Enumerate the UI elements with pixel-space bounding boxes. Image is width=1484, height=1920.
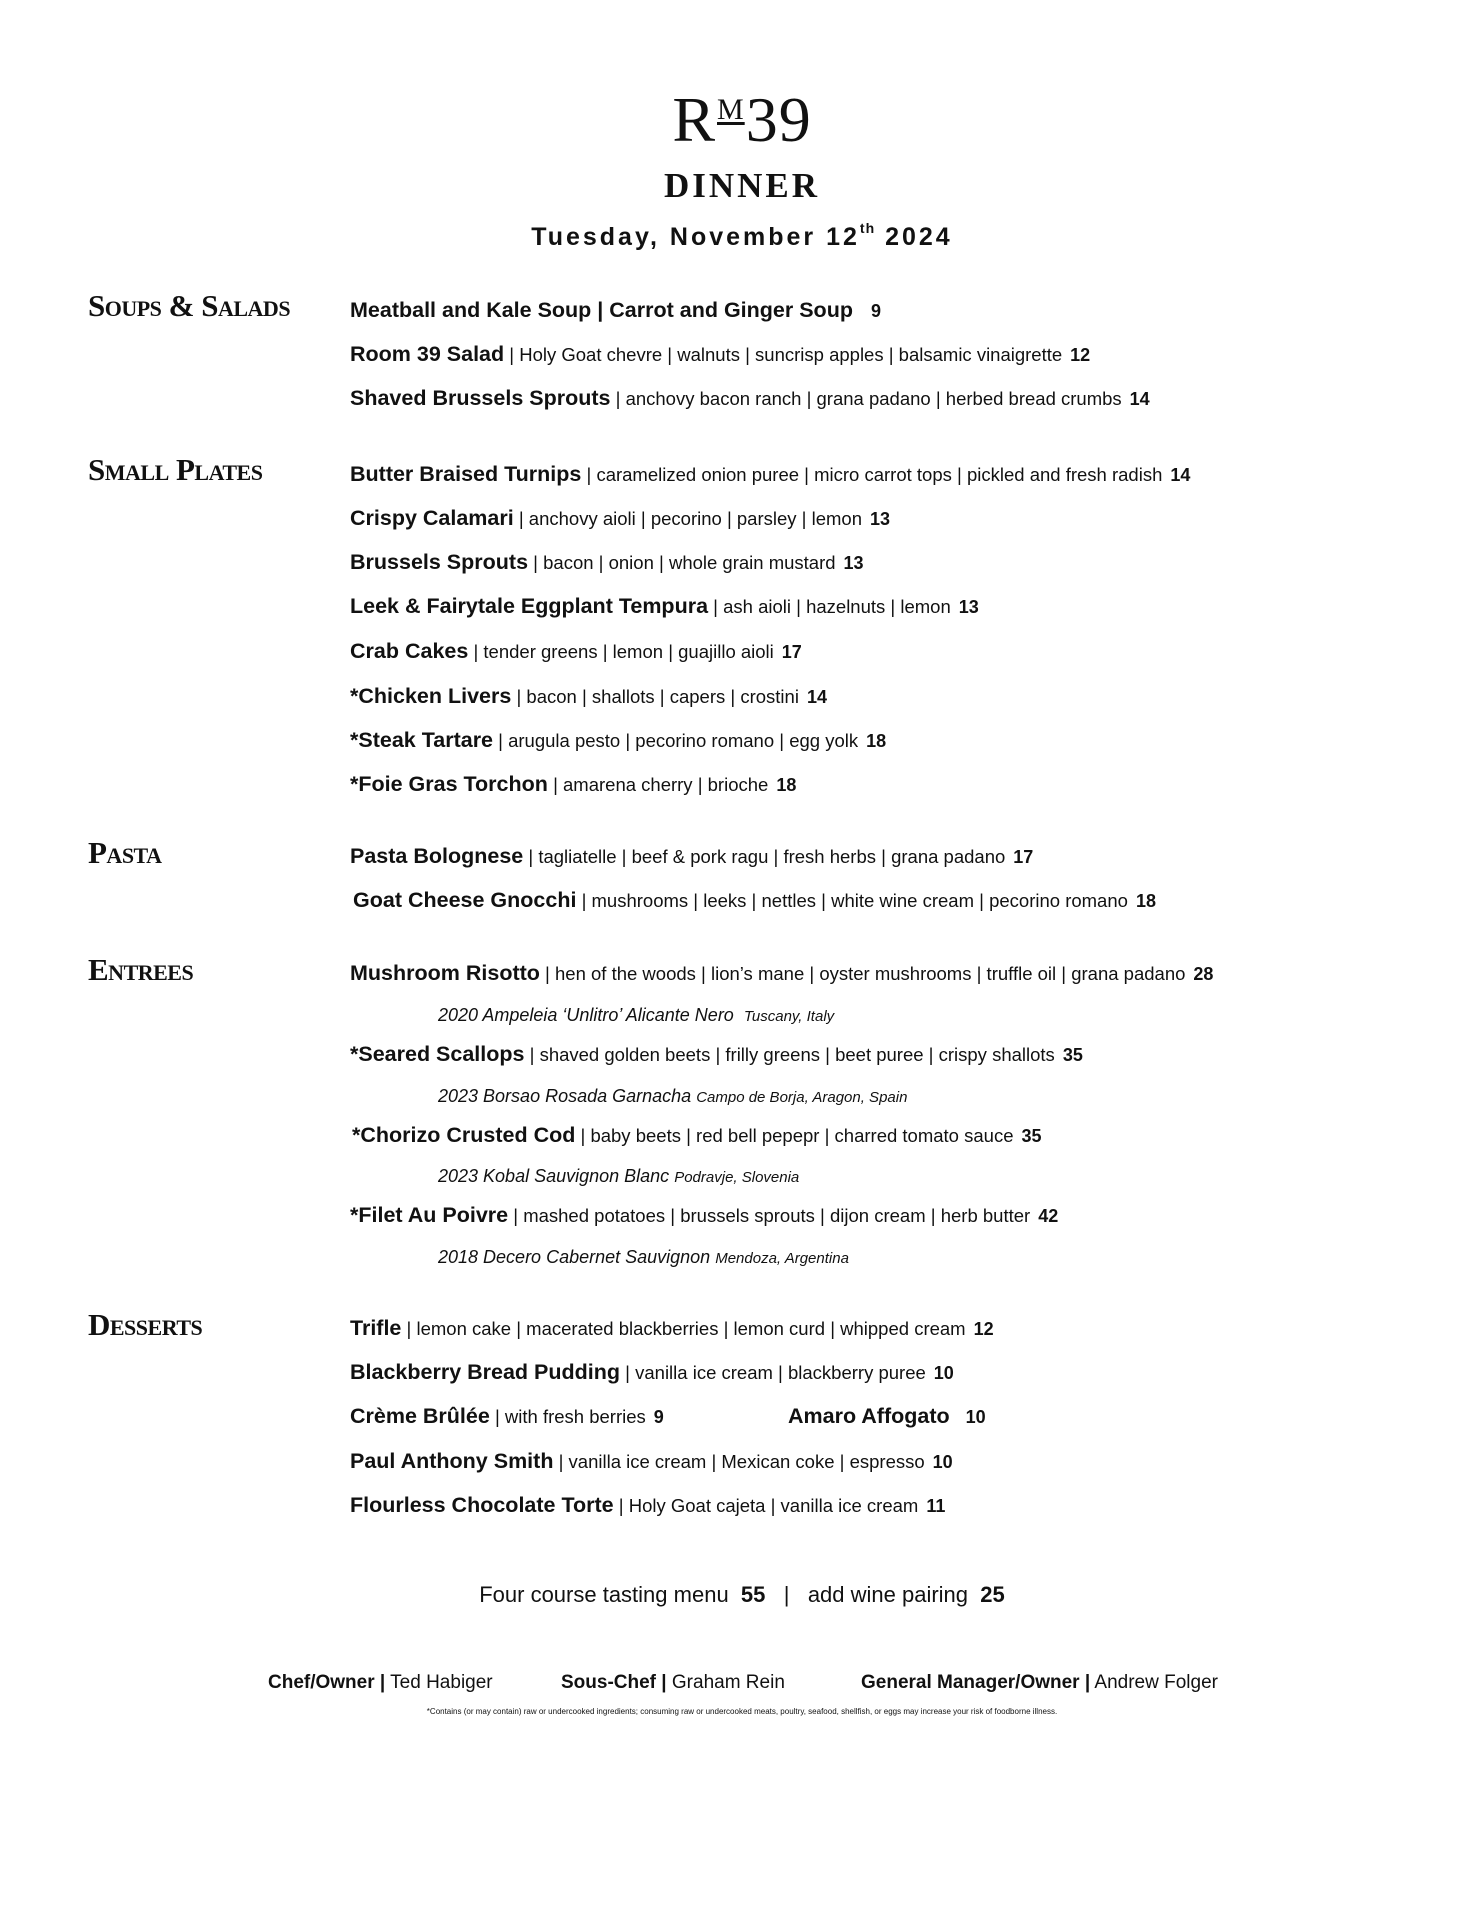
menu-item: *Foie Gras Torchon | amarena cherry | brioche 18 — [350, 772, 797, 796]
tasting-menu-line: Four course tasting menu 55 | add wine pairing 25 — [479, 1582, 1005, 1607]
section-desserts: Desserts — [88, 1307, 203, 1342]
wine-pairing: 2018 Decero Cabernet Sauvignon Mendoza, Argentina — [438, 1247, 849, 1267]
menu-item: Goat Cheese Gnocchi | mushrooms | leeks | nettles | white wine cream | pecorino romano 18 — [353, 888, 1156, 912]
section-small-plates: Small Plates — [88, 452, 263, 487]
menu-item: Crème Brûlée | with fresh berries 9 — [350, 1404, 664, 1428]
menu-item: Shaved Brussels Sprouts | anchovy bacon ranch | grana padano | herbed bread crumbs 14 — [350, 386, 1150, 410]
wine-pairing: 2023 Borsao Rosada Garnacha Campo de Borja, Aragon, Spain — [438, 1086, 908, 1106]
menu-item: *Filet Au Poivre | mashed potatoes | brussels sprouts | dijon cream | herb butter 42 — [350, 1203, 1059, 1227]
menu-item: Blackberry Bread Pudding | vanilla ice cream | blackberry puree 10 — [350, 1360, 954, 1384]
wine-pairing: 2020 Ampeleia ‘Unlitro’ Alicante Nero Tuscany, Italy — [438, 1005, 835, 1025]
staff-sous-chef: Sous-Chef | Graham Rein — [561, 1672, 785, 1693]
menu-item: Crab Cakes | tender greens | lemon | guajillo aioli 17 — [350, 639, 802, 663]
restaurant-logo: $R^M39$ — [672, 84, 812, 155]
menu-item: *Steak Tartare | arugula pesto | pecorino romano | egg yolk 18 — [350, 728, 887, 752]
menu-item: Paul Anthony Smith | vanilla ice cream | Mexican coke | espresso 10 — [350, 1449, 953, 1473]
menu-item: Room 39 Salad | Holy Goat chevre | walnuts | suncrisp apples | balsamic vinaigrette 12 — [350, 342, 1091, 366]
menu-item: *Chorizo Crusted Cod | baby beets | red bell pepepr | charred tomato sauce 35 — [352, 1123, 1042, 1147]
menu-item: Amaro Affogato 10 — [788, 1404, 986, 1428]
staff-general-manager: General Manager/Owner | Andrew Folger — [861, 1672, 1218, 1693]
section-pasta: Pasta — [88, 835, 162, 870]
menu-title: DINNER — [663, 166, 821, 205]
menu-item: Leek & Fairytale Eggplant Tempura | ash aioli | hazelnuts | lemon 13 — [350, 594, 979, 618]
section-entrees: Entrees — [88, 952, 194, 987]
menu-item: Meatball and Kale Soup | Carrot and Ginger Soup 9 — [350, 298, 881, 322]
section-soups-salads: Soups & Salads — [88, 288, 291, 323]
menu-item: *Seared Scallops | shaved golden beets | frilly greens | beet puree | crispy shallots 35 — [350, 1042, 1083, 1066]
menu-item: Brussels Sprouts | bacon | onion | whole grain mustard 13 — [350, 550, 864, 574]
menu-item: Flourless Chocolate Torte | Holy Goat cajeta | vanilla ice cream 11 — [350, 1493, 946, 1517]
menu-item: Pasta Bolognese | tagliatelle | beef & pork ragu | fresh herbs | grana padano 17 — [350, 844, 1034, 868]
menu-item: *Chicken Livers | bacon | shallots | capers | crostini 14 — [350, 684, 827, 708]
staff-chef: Chef/Owner | Ted Habiger — [268, 1672, 493, 1693]
menu-item: Crispy Calamari | anchovy aioli | pecorino | parsley | lemon 13 — [350, 506, 891, 530]
menu-item: Trifle | lemon cake | macerated blackberries | lemon curd | whipped cream 12 — [350, 1316, 994, 1340]
food-safety-disclaimer: *Contains (or may contain) raw or undercooked ingredients; consuming raw or undercooked meats, poultry, seafood, shellfish, or eggs may increase your risk of foodborne illness. — [426, 1707, 1058, 1716]
menu-date: Tuesday, November 12th 2024 — [531, 220, 953, 251]
menu-item: Butter Braised Turnips | caramelized onion puree | micro carrot tops | pickled and fresh radish 14 — [350, 462, 1191, 486]
wine-pairing: 2023 Kobal Sauvignon Blanc Podravje, Slovenia — [438, 1166, 800, 1186]
menu-item: Mushroom Risotto | hen of the woods | lion’s mane | oyster mushrooms | truffle oil | grana padano 28 — [350, 961, 1214, 985]
